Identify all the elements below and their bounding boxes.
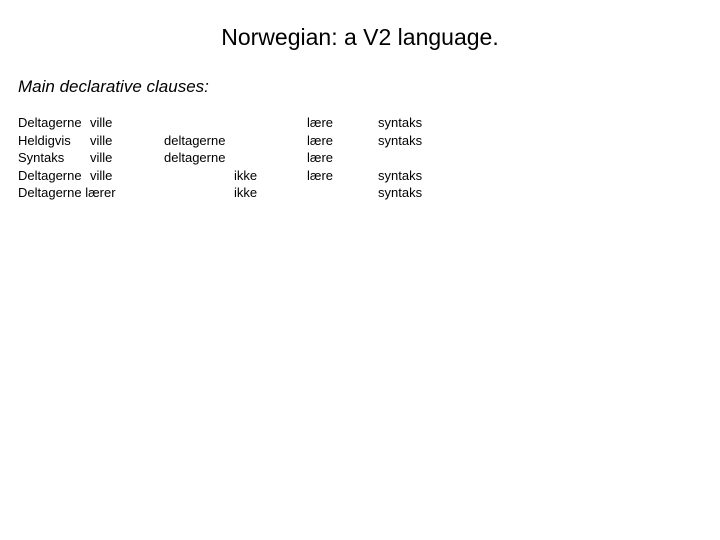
object-word: syntaks [378,115,423,130]
example-row [0,132,720,150]
example-row [0,184,720,202]
infinitive-verb: lære [307,167,334,183]
first-position-word: Deltagerne [18,115,82,130]
first-position-word: Syntaks [18,150,65,165]
first-position-word: Heldigvis [18,132,71,148]
example-sentences [0,114,720,202]
negation-word: ikke [234,185,258,200]
object-word: syntaks [378,132,423,148]
finite-verb: ville [90,115,113,130]
negation-word: ikke [234,167,258,183]
finite-verb: ville [90,132,113,148]
object-word: syntaks [378,185,423,200]
first-position-word: Deltagerne lærer [18,185,116,200]
subject-word: deltagerne [164,132,226,148]
slide-title: Norwegian: a V2 language. [221,24,499,50]
finite-verb: ville [90,167,113,183]
example-row [0,114,720,132]
section-subtitle: Main declarative clauses: [18,77,209,96]
finite-verb: ville [90,150,113,165]
infinitive-verb: lære [307,132,334,148]
first-position-word: Deltagerne [18,167,82,183]
example-row [0,167,720,185]
object-word: syntaks [378,167,423,183]
infinitive-verb: lære [307,150,334,165]
example-row [0,149,720,167]
subject-word: deltagerne [164,150,226,165]
infinitive-verb: lære [307,115,334,130]
